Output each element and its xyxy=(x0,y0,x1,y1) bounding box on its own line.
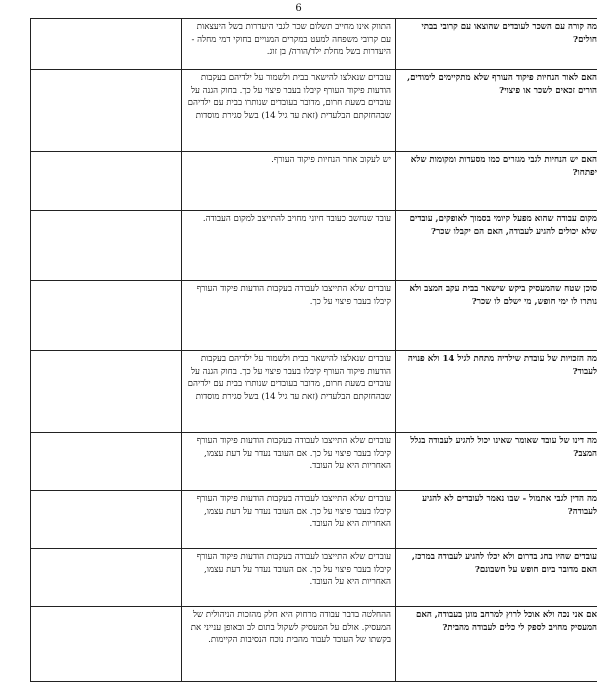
empty-cell xyxy=(31,211,182,281)
empty-cell xyxy=(31,549,182,607)
empty-cell xyxy=(31,351,182,433)
question-text: האם יש הנחיות לגבי מגזרים כמו מסעדות ומקומות שלא יפתחו? xyxy=(410,155,597,178)
question-cell xyxy=(396,433,597,491)
question-cell xyxy=(396,211,597,281)
table-row xyxy=(31,491,597,549)
question-cell xyxy=(396,19,597,70)
question-text: מה הזכויות של עובדת שילדיה מתחת לגיל 14 ולא פנויה לעבוד? xyxy=(407,354,597,377)
question-text: מה קורה עם השכר לעובדים שהוצאו עם קרובי בבתי חולים? xyxy=(421,22,597,45)
table-row xyxy=(31,70,597,152)
answer-cell xyxy=(182,549,396,607)
faq-table xyxy=(30,18,597,682)
question-text: מה דינו של עובד שאומר שאינו יכול להגיע לעבודה בגלל המצב? xyxy=(410,436,597,459)
answer-text: התווק אינו מחייב תשלום שכר לגבי היעדרות בשל היעצאות עם קרובי משפחה למעט במקרים המנויים בחוקי דמי מחלה - היעדרות בשל מחלת ילד/הורה/ בן זוג. xyxy=(191,22,391,58)
answer-text: עובדים שלא התייצבו לעבודה בעקבות הודעות פיקוד העורף קיבלו בעבר פיצוי על כך. אם העובד נעדר על דעת עצמו, האחריות היא על העובד. xyxy=(196,494,391,530)
question-cell xyxy=(396,152,597,211)
question-text: סוכן שטח שהמעסיק ביקש שישאר בבית עקב המצב ולא נותרו לו ימי חופש, מי ישלם לו שכר? xyxy=(409,284,597,307)
question-cell xyxy=(396,70,597,152)
answer-text: עובד שנחשב כעובד חיוני מחויב להתייצב למקום העבודה. xyxy=(202,214,391,224)
question-cell xyxy=(396,351,597,433)
table-row xyxy=(31,211,597,281)
empty-cell xyxy=(31,433,182,491)
question-text: מקום עבודה שהוא מפעל קיומי בסמוך לאופקים, עובדים שלא יכולים להגיע לעבודה, האם הם יקבלו שכר? xyxy=(409,214,597,237)
table-row xyxy=(31,152,597,211)
table-row xyxy=(31,607,597,682)
empty-cell xyxy=(31,491,182,549)
answer-cell xyxy=(182,152,396,211)
empty-cell xyxy=(31,281,182,351)
answer-text: עובדים שנאלצו להישאר בבית ולשמור על ילדיהם בעקבות הודעות פיקוד העורף קיבלו בעבר פיצוי על כך. בחוק הגנה על עובדים בשעת חרום, מדובר בעובדים שנותרו בבית עם ילדיהם שבהחזקתם הבלעדית (זאת עד גיל 14) בשל סגירת מוסדות xyxy=(187,73,391,121)
answer-text: יש לעקוב אחר הנחיות פיקוד העורף. xyxy=(271,155,391,165)
answer-cell xyxy=(182,491,396,549)
table-row xyxy=(31,433,597,491)
answer-cell xyxy=(182,281,396,351)
question-text: עובדים שהיו בחג בדרום ולא יכלו להגיע לעבודה במרכז, האם מדובר ביום חופש על חשבונם? xyxy=(411,552,597,575)
answer-text: עובדים שלא התייצבו לעבודה בעקבות הודעות פיקוד העורף קיבלו בעבר פיצוי על כך. אם העובד נעדר על דעת עצמו, האחריות היא על העובד. xyxy=(196,552,391,588)
empty-cell xyxy=(31,19,182,70)
empty-cell xyxy=(31,70,182,152)
answer-text: עובדים שנאלצו להישאר בבית ולשמור על ילדיהם בעקבות הודעות פיקוד העורף קיבלו בעבר פיצוי על כך. בחוק הגנה על עובדים בשעת חרום, מדובר בעובדים שנותרו בבית עם ילדיהם שבהחזקתם הבלעדית (זאת עד גיל 14) בשל סגירת מוסדות xyxy=(187,354,391,402)
answer-cell xyxy=(182,70,396,152)
question-cell xyxy=(396,607,597,682)
answer-cell xyxy=(182,433,396,491)
answer-cell xyxy=(182,607,396,682)
question-cell xyxy=(396,491,597,549)
empty-cell xyxy=(31,607,182,682)
table-row xyxy=(31,549,597,607)
table-row xyxy=(31,19,597,70)
question-text: האם לאור הנחיות פיקוד העורף שלא מתקיימים לימודים, הורים זכאים לשכר או פיצוי? xyxy=(407,73,597,96)
question-text: אם אני נכה ולא אוכל לרוץ למרחב מוגן בעבודה, האם המעסיק מחויב לספק לי כלים לעבודה מהבית? xyxy=(415,610,597,633)
answer-cell xyxy=(182,211,396,281)
empty-cell xyxy=(31,152,182,211)
question-text: מה הדין לגבי אתמול - שבו נאמר לעובדים לא להגיע לעבודה? xyxy=(422,494,597,517)
answer-cell xyxy=(182,351,396,433)
answer-text: ההחלטה בדבר עבודה מרחוק היא חלק מהזכות הניהולית של המעסיק. אולם על המעסיק לשקול בתום לב ובאופן ענייני את בקשתו של העובד לעבוד מהבית נוכח הנסיבות הקיימות. xyxy=(190,610,391,646)
table-row xyxy=(31,281,597,351)
answer-text: עובדים שלא התייצבו לעבודה בעקבות הודעות פיקוד העורף קיבלו בעבר פיצוי על כך. אם העובד נעדר על דעת עצמו, האחריות היא על העובד. xyxy=(196,436,391,472)
page-number: 6 xyxy=(295,3,302,14)
question-cell xyxy=(396,281,597,351)
answer-text: עובדים שלא התייצבו לעבודה בעקבות הודעות פיקוד העורף קיבלו בעבר פיצוי על כך. xyxy=(196,284,391,307)
answer-cell xyxy=(182,19,396,70)
table-row xyxy=(31,351,597,433)
question-cell xyxy=(396,549,597,607)
